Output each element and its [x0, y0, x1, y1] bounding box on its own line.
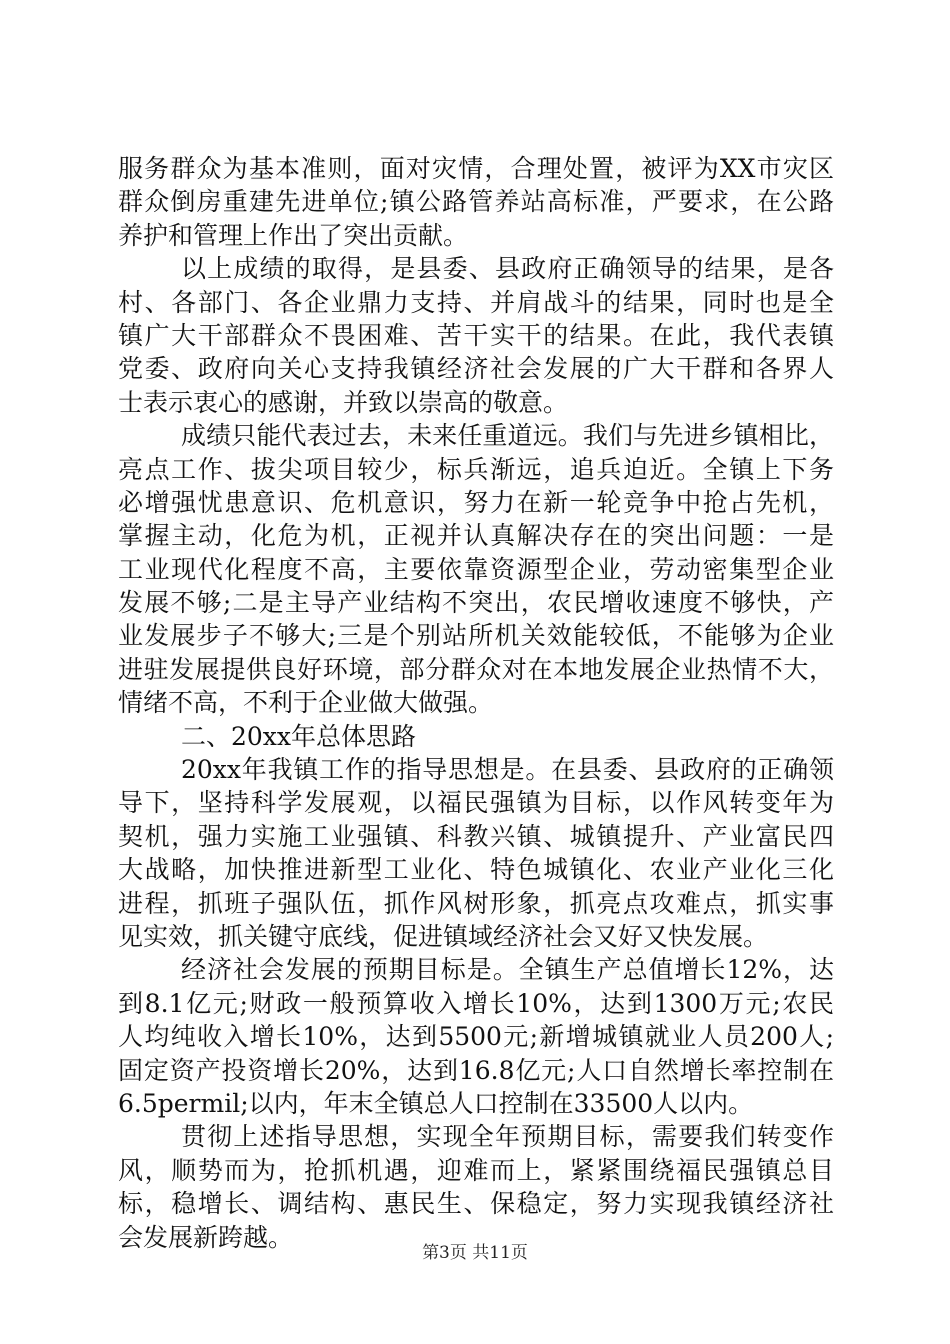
text-line: 固定资产投资增长20%，达到16.8亿元;人口自然增长率控制在 [118, 1055, 834, 1085]
text-line: 服务群众为基本准则，面对灾情，合理处置，被评为XX市灾区 [118, 154, 834, 183]
text-line: 契机，强力实施工业强镇、科教兴镇、城镇提升、产业富民四 [118, 821, 834, 851]
text-line: 养护和管理上作出了突出贡献。 [118, 220, 469, 250]
document-body [118, 152, 834, 1254]
text-line: 村、各部门、各企业鼎力支持、并肩战斗的结果，同时也是全 [118, 287, 834, 317]
text-line: 以上成绩的取得，是县委、县政府正确领导的结果，是各 [181, 254, 834, 284]
text-line: 6.5permil;以内，年末全镇总人口控制在33500人以内。 [118, 1088, 754, 1118]
text-line: 贯彻上述指导思想，实现全年预期目标，需要我们转变作 [181, 1122, 834, 1152]
text-line: 情绪不高，不利于企业做大做强。 [118, 688, 494, 718]
text-line: 标，稳增长、调结构、惠民生、保稳定，努力实现我镇经济社 [118, 1189, 834, 1219]
text-line: 发展不够;二是主导产业结构不突出，农民增收速度不够快，产 [118, 588, 834, 618]
text-line: 风，顺势而为，抢抓机遇，迎难而上，紧紧围绕福民强镇总目 [118, 1155, 834, 1185]
text-line: 进驻发展提供良好环境，部分群众对在本地发展企业热情不大， [118, 654, 834, 684]
text-line: 成绩只能代表过去，未来任重道远。我们与先进乡镇相比， [181, 421, 834, 451]
text-line: 进程，抓班子强队伍，抓作风树形象，抓亮点攻难点，抓实事 [118, 888, 834, 918]
text-line: 群众倒房重建先进单位;镇公路管养站高标准，严要求，在公路 [118, 187, 834, 217]
text-line: 亮点工作、拔尖项目较少，标兵渐远，追兵迫近。全镇上下务 [118, 454, 834, 484]
text-line: 业发展步子不够大;三是个别站所机关效能较低，不能够为企业 [118, 621, 834, 651]
text-line: 必增强忧患意识、危机意识，努力在新一轮竞争中抢占先机， [118, 487, 834, 517]
text-line: 掌握主动，化危为机，正视并认真解决存在的突出问题：一是 [118, 521, 834, 551]
page-footer: 第3页 共11页 [422, 1243, 528, 1263]
text-line: 人均纯收入增长10%，达到5500元;新增城镇就业人员200人; [118, 1022, 834, 1052]
text-line: 镇广大干部群众不畏困难、苦干实干的结果。在此，我代表镇 [118, 320, 834, 350]
text-line: 士表示衷心的感谢，并致以崇高的敬意。 [118, 387, 569, 417]
text-line: 20xx年我镇工作的指导思想是。在县委、县政府的正确领 [181, 755, 834, 785]
text-line: 二、20xx年总体思路 [181, 721, 417, 751]
text-line: 工业现代化程度不高，主要依靠资源型企业，劳动密集型企业 [118, 554, 834, 584]
text-line: 见实效，抓关键守底线，促进镇域经济社会又好又快发展。 [118, 921, 769, 951]
text-line: 党委、政府向关心支持我镇经济社会发展的广大干群和各界人 [118, 354, 834, 384]
text-line: 大战略，加快推进新型工业化、特色城镇化、农业产业化三化 [118, 855, 834, 885]
text-line: 经济社会发展的预期目标是。全镇生产总值增长12%，达 [181, 955, 834, 985]
text-line: 导下，坚持科学发展观，以福民强镇为目标，以作风转变年为 [118, 788, 834, 818]
text-line: 会发展新跨越。 [118, 1222, 294, 1252]
text-line: 到8.1亿元;财政一般预算收入增长10%，达到1300万元;农民 [118, 988, 834, 1018]
